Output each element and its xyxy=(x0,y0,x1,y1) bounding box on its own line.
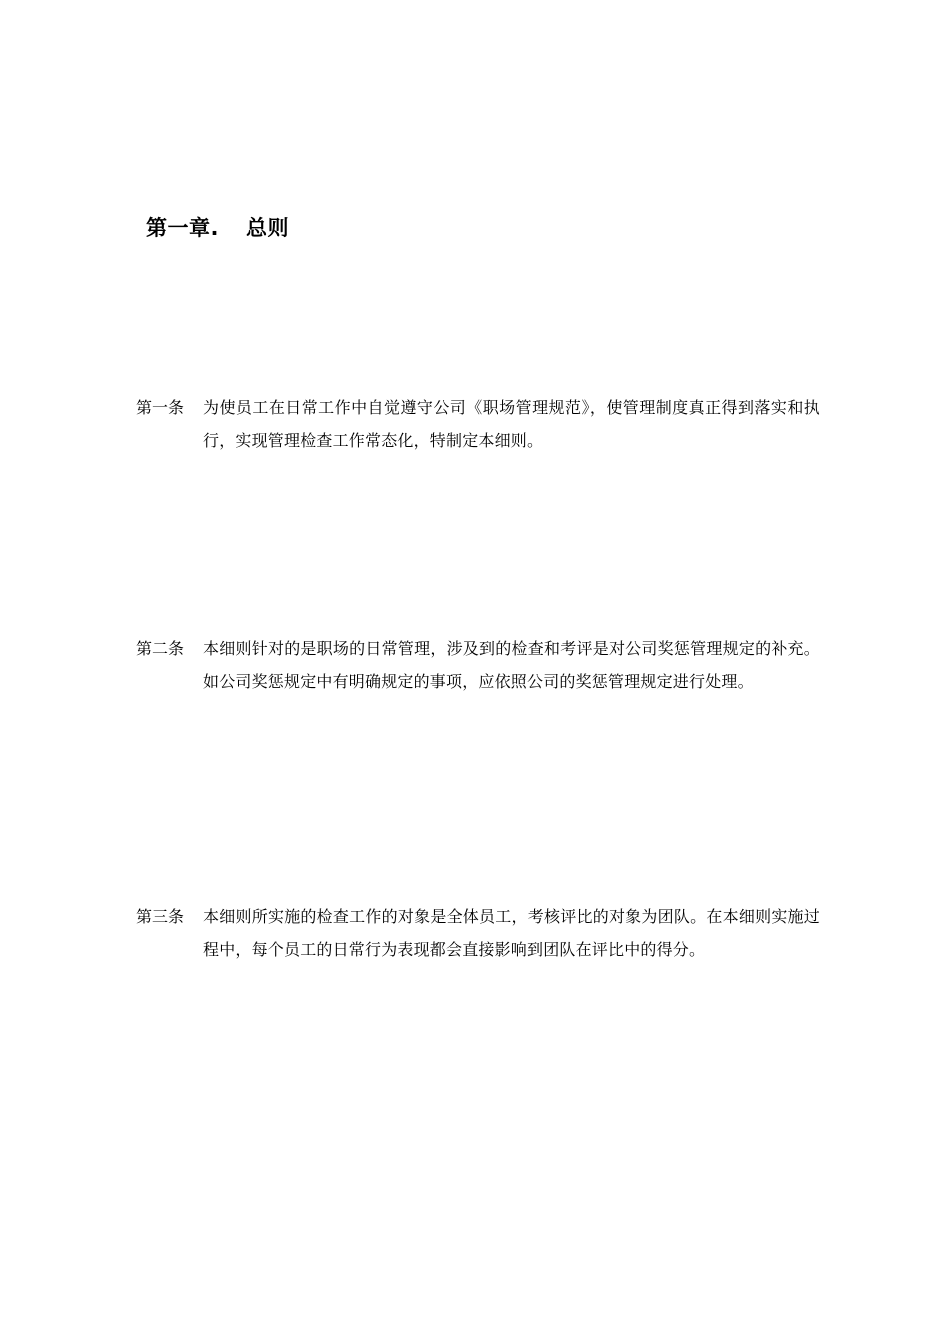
article-body: 本细则所实施的检查工作的对象是全体员工，考核评比的对象为团队。在本细则实施过程中，每个员工的日常行为表现都会直接影响到团队在评比中的得分。 xyxy=(203,907,820,959)
chapter-title: 总则 xyxy=(246,216,289,240)
article-1 xyxy=(136,391,820,457)
article-2 xyxy=(136,632,820,698)
article-body: 本细则针对的是职场的日常管理，涉及到的检查和考评是对公司奖惩管理规定的补充。如公司奖惩规定中有明确规定的事项，应依照公司的奖惩管理规定进行处理。 xyxy=(203,639,820,691)
article-label: 第三条 xyxy=(136,907,185,926)
article-3 xyxy=(136,900,820,966)
article-body: 为使员工在日常工作中自觉遵守公司《职场管理规范》，使管理制度真正得到落实和执行，实现管理检查工作常态化，特制定本细则。 xyxy=(203,398,820,450)
chapter-number: 第一章. xyxy=(146,216,219,240)
article-label: 第二条 xyxy=(136,639,185,658)
article-label: 第一条 xyxy=(136,398,185,417)
chapter-heading xyxy=(146,214,289,242)
